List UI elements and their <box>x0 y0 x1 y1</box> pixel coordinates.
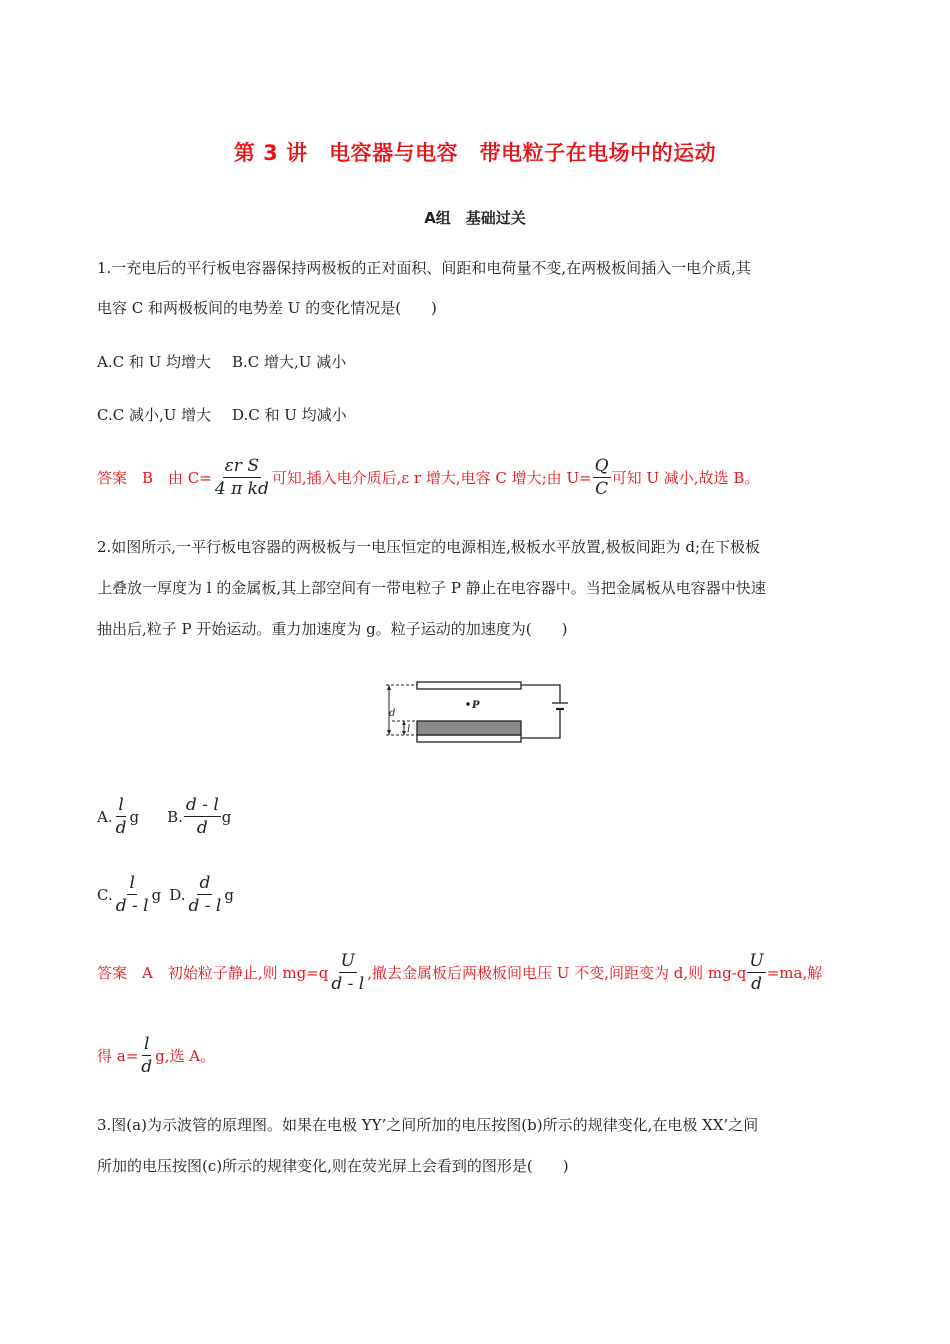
q2-answer-frac1-numerator: U <box>340 951 355 971</box>
q1-text-line2: 电容 C 和两极板间的电势差 U 的变化情况是( ) <box>97 299 437 317</box>
q2-answer-end: =ma,解 <box>766 963 823 982</box>
q1-option-c: C.C 减小,U 增大 <box>97 406 212 424</box>
q2-options-row1 <box>97 795 231 838</box>
upper-plate <box>417 682 521 689</box>
q1-answer-prefix: 答案 B 由 C= <box>97 468 212 487</box>
label-p: P <box>472 700 480 711</box>
q2-answer-frac1-denominator: d - l <box>331 974 365 994</box>
section-heading: A组 基础过关 <box>424 209 526 227</box>
q2-option-b-g: g <box>221 807 232 826</box>
q2-option-c-g: g <box>151 885 162 904</box>
q2-answer-mid: ,撤去金属板后两极板间电压 U 不变,间距变为 d,则 mg-q <box>367 963 747 982</box>
q2-option-a-denominator: d <box>115 818 127 838</box>
q3-text-line2: 所加的电压按图(c)所示的规律变化,则在荧光屏上会看到的图形是( ) <box>97 1157 569 1175</box>
q2-options-row2 <box>97 873 234 916</box>
metal-slab <box>417 721 521 735</box>
q2-option-a-g: g <box>129 807 140 826</box>
q2-option-a-label: A. <box>97 807 113 826</box>
q2-option-c-numerator: l <box>129 873 135 893</box>
q1-answer-end: 可知 U 减小,故选 B。 <box>611 468 760 487</box>
q2-text-line3: 抽出后,粒子 P 开始运动。重力加速度为 g。粒子运动的加速度为( ) <box>97 620 568 638</box>
q2-option-d-denominator: d - l <box>188 896 222 916</box>
q2-answer-fraction2 <box>747 951 765 994</box>
label-l: l <box>407 724 411 735</box>
q2-answer2-prefix: 得 a= <box>97 1046 139 1065</box>
q2-option-a-fraction <box>114 795 129 838</box>
q2-answer-frac2-denominator: d <box>751 974 762 994</box>
q1-option-b: B.C 增大,U 减小 <box>232 353 347 371</box>
q2-answer-frac3-denominator: d <box>141 1057 153 1077</box>
q1-frac2-denominator: C <box>595 479 609 499</box>
q2-answer-fraction3 <box>139 1034 154 1077</box>
q2-option-b-numerator: d - l <box>185 795 219 815</box>
q2-option-d-label: D. <box>169 885 186 904</box>
q1-text-line1: 1.一充电后的平行板电容器保持两极板的正对面积、间距和电荷量不变,在两极板间插入一电介质,其 <box>97 259 751 277</box>
q1-frac1-denominator: 4 π kd <box>214 479 269 499</box>
lower-plate <box>417 735 521 742</box>
q2-option-d-numerator: d <box>199 873 211 893</box>
q2-answer-line2 <box>97 1034 215 1077</box>
page-title: 第 3 讲 电容器与电容 带电粒子在电场中的运动 <box>233 141 717 165</box>
q1-formula-capacitance <box>213 456 271 499</box>
q1-answer <box>97 456 759 499</box>
q1-formula-voltage <box>593 456 611 499</box>
q2-answer2-end: g,选 A。 <box>155 1046 216 1065</box>
q3-text-line1: 3.图(a)为示波管的原理图。如果在电极 YY’之间所加的电压按图(b)所示的规律变化,在电极 XX’之间 <box>97 1116 759 1134</box>
capacitor-figure <box>380 675 572 755</box>
q2-option-d-fraction <box>186 873 223 916</box>
label-d: d <box>389 708 396 719</box>
q2-answer-fraction1 <box>329 951 366 994</box>
q2-option-c-denominator: d - l <box>115 896 149 916</box>
q2-option-b-label: B. <box>167 807 183 826</box>
circuit-wire-top <box>521 685 560 703</box>
q1-frac2-numerator: Q <box>594 456 609 476</box>
q2-text-line1: 2.如图所示,一平行板电容器的两极板与一电压恒定的电源相连,极板水平放置,极板间距为 d;在下极板 <box>97 538 761 556</box>
q2-option-d-g: g <box>224 885 234 904</box>
q2-option-c-label: C. <box>97 885 113 904</box>
q2-answer-prefix: 答案 A 初始粒子静止,则 mg=q <box>97 963 329 982</box>
q2-answer-frac3-numerator: l <box>144 1034 150 1054</box>
circuit-wire-bottom <box>521 713 560 738</box>
q2-answer-line1 <box>97 951 822 994</box>
q2-option-b-fraction <box>184 795 221 838</box>
q2-option-c-fraction <box>114 873 151 916</box>
q1-frac1-numerator: εr S <box>224 456 259 476</box>
q2-text-line2: 上叠放一厚度为 l 的金属板,其上部空间有一带电粒子 P 静止在电容器中。当把金属板从电容器中快速 <box>97 579 766 597</box>
q2-option-a-numerator: l <box>118 795 124 815</box>
q2-option-b-denominator: d <box>196 818 208 838</box>
particle-p <box>466 702 470 706</box>
q1-option-d: D.C 和 U 均减小 <box>232 406 347 424</box>
q1-option-a: A.C 和 U 均增大 <box>97 353 212 371</box>
q2-answer-frac2-numerator: U <box>749 951 764 971</box>
q1-answer-mid: 可知,插入电介质后,ε r 增大,电容 C 增大;由 U= <box>271 468 592 487</box>
